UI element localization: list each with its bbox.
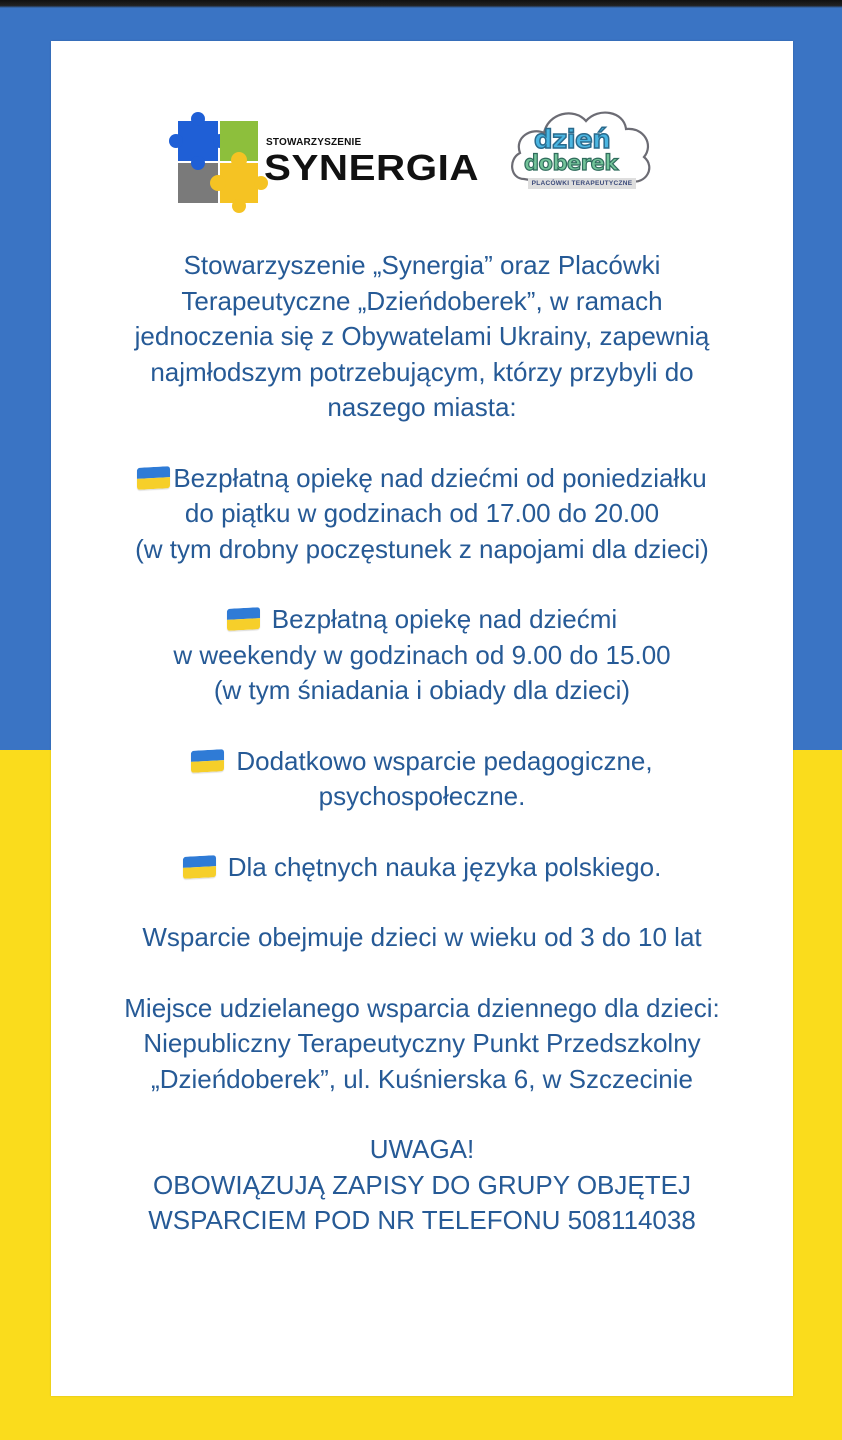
flyer-card	[51, 41, 793, 1396]
intro-line: jednoczenia się z Obywatelami Ukrainy, zapewnią	[134, 321, 710, 351]
location-line: Niepubliczny Terapeutyczny Punkt Przedszkolny	[143, 1028, 701, 1058]
logos-row	[51, 101, 793, 221]
notice-heading: UWAGA!	[369, 1134, 475, 1164]
dzien-tagline: PLACÓWKI TERAPEUTYCZNE	[528, 178, 636, 189]
location-line: „Dzieńdoberek”, ul. Kuśnierska 6, w Szczecinie	[151, 1063, 693, 1094]
offer-line: Dla chętnych nauka języka polskiego.	[227, 851, 662, 882]
synergia-small-text: STOWARZYSZENIE	[266, 137, 362, 148]
age-info-text: Wsparcie obejmuje dzieci w wieku od 3 do 10 lat	[142, 922, 702, 952]
synergia-big-text: SYNERGIA	[264, 147, 480, 188]
intro-paragraph	[51, 248, 793, 426]
offer-line: w weekendy w godzinach od 9.00 do 15.00	[173, 639, 671, 670]
ukraine-flag-icon	[183, 855, 216, 879]
notice-line: OBOWIĄZUJĄ ZAPISY DO GRUPY OBJĘTEJ	[153, 1169, 691, 1200]
ukraine-flag-icon	[227, 607, 260, 631]
offer-line: (w tym śniadania i obiady dla dzieci)	[213, 675, 631, 705]
intro-line: naszego miasta:	[327, 392, 517, 422]
location-line: Miejsce udzielanego wsparcia dziennego dla dzieci:	[124, 992, 720, 1023]
flyer-content	[51, 248, 793, 1274]
dzien-doberek-logo	[506, 101, 656, 201]
doberek-word: doberek	[524, 151, 618, 175]
offer-line: Bezpłatną opiekę nad dziećmi	[271, 604, 618, 634]
offer-line: (w tym drobny poczęstunek z napojami dla dzieci)	[135, 533, 709, 564]
offer-pedagogical-support	[51, 744, 793, 815]
ukraine-flag-icon	[191, 749, 224, 773]
offer-line: Dodatkowo wsparcie pedagogiczne,	[236, 745, 653, 776]
offer-weekday-care	[51, 461, 793, 568]
intro-line: Stowarzyszenie „Synergia” oraz Placówki	[183, 250, 661, 280]
offer-weekend-care	[51, 602, 793, 709]
notice-line: WSPARCIEM POD NR TELEFONU 508114038	[148, 1205, 696, 1235]
offer-polish-lessons	[51, 850, 793, 886]
age-info	[51, 920, 793, 956]
synergia-logo	[164, 107, 484, 217]
offer-line: do piątku w godzinach od 17.00 do 20.00	[184, 498, 660, 528]
dzien-word: dzień	[534, 125, 611, 155]
offer-line: Bezpłatną opiekę nad dziećmi od poniedziałku	[173, 462, 707, 493]
intro-line: najmłodszym potrzebującym, którzy przybyli do	[150, 356, 694, 387]
notice-paragraph	[51, 1132, 793, 1239]
top-status-strip	[0, 0, 842, 8]
puzzle-icon	[164, 107, 269, 217]
ukraine-flag-icon	[137, 466, 170, 490]
intro-line: Terapeutyczne „Dzieńdoberek”, w ramach	[181, 285, 663, 316]
location-paragraph	[51, 991, 793, 1098]
offer-line: psychospołeczne.	[318, 781, 526, 811]
